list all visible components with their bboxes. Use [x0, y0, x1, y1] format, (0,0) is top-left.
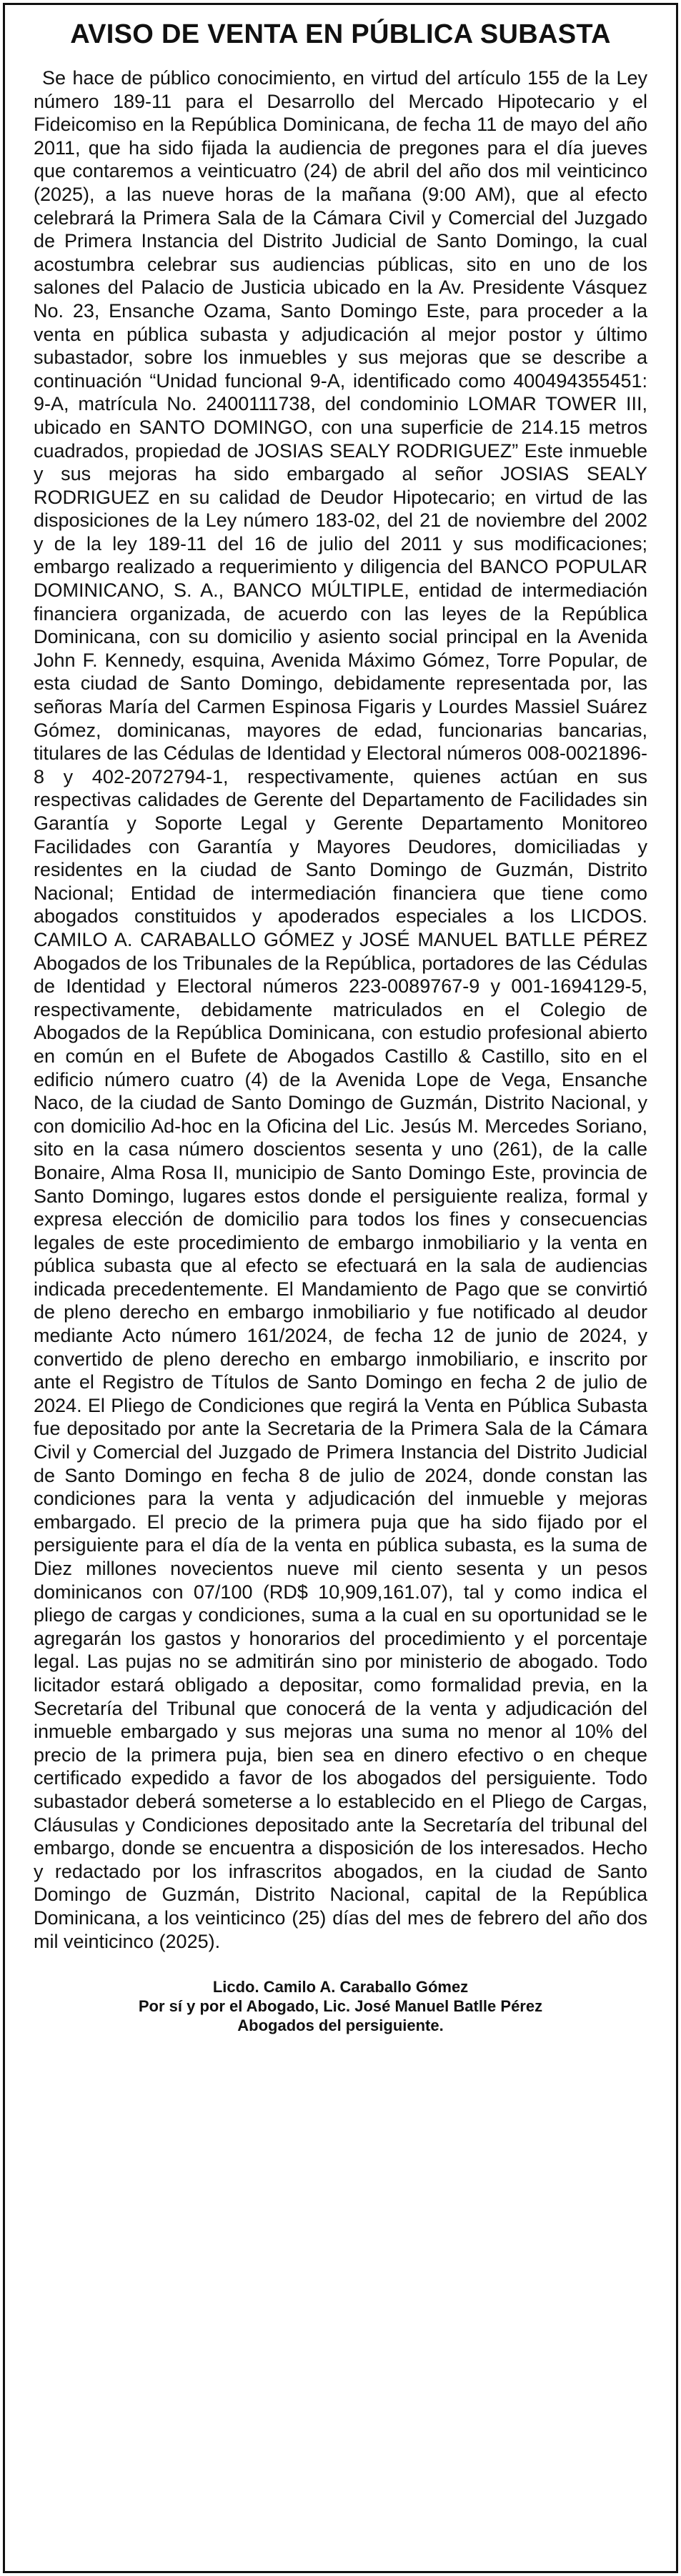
signature-block [34, 1977, 647, 2035]
signature-name: Licdo. Camilo A. Caraballo Gómez [212, 1978, 469, 1996]
legal-notice [3, 3, 678, 2573]
signature-role: Abogados del persiguiente. [237, 2016, 444, 2035]
notice-title: AVISO DE VENTA EN PÚBLICA SUBASTA [70, 19, 611, 49]
signature-on-behalf: Por sí y por el Abogado, Lic. José Manuel Batlle Pérez [138, 1997, 543, 2016]
notice-body: Se hace de público conocimiento, en virtud del artículo 155 de la Ley número 189-11 para el Desarrollo del Mercado Hipotecario y el Fideicomiso en la República Dominicana, de fecha 11 de mayo del año 2011, que ha sido fijada la audiencia de pregones para el día jueves que contaremos a veinticuatro (24) de abril del año dos mil veinticinco (2025), a las nueve horas de la mañana (9:00 AM), que al efecto celebrará la Primera Sala de la Cámara Civil y Comercial del Juzgado de Primera Instancia del Distrito Judicial de Santo Domingo, la cual acostumbra celebrar sus audiencias públicas, sito en uno de los salones del Palacio de Justicia ubicado en la Av. Presidente Vásquez No. 23, Ensanche Ozama, Santo Domingo Este, para proceder a la venta en pública subasta y adjudicación al mejor postor y último subastador, sobre los inmuebles y sus mejoras que se describe a continuación “Unidad funcional 9-A, identificado como 400494355451: 9-A, matrícula No. 2400111738, del condominio LOMAR TOWER III, ubicado en SANTO DOMINGO, con una superficie de 214.15 metros cuadrados, propiedad de JOSIAS SEALY RODRIGUEZ” Este inmueble y sus mejoras ha sido embargado al señor JOSIAS SEALY RODRIGUEZ en su calidad de Deudor Hipotecario; en virtud de las disposiciones de la Ley número 183-02, del 21 de noviembre del 2002 y de la ley 189-11 del 16 de julio del 2011 y sus modificaciones; embargo realizado a requerimiento y diligencia del BANCO POPULAR DOMINICANO, S. A., BANCO MÚLTIPLE, entidad de intermediación financiera organizada, de acuerdo con las leyes de la República Dominicana, con su domicilio y asiento social principal en la Avenida John F. Kennedy, esquina, Avenida Máximo Gómez, Torre Popular, de esta ciudad de Santo Domingo, debidamente representada por, las señoras María del Carmen Espinosa Figaris y Lourdes Massiel Suárez Gómez, dominicanas, mayores de edad, funcionarias bancarias, titulares de las Cédulas de Identidad y Electoral números 008-0021896-8 y 402-2072794-1, respectivamente, quienes actúan en sus respectivas calidades de Gerente del Departamento de Facilidades sin Garantía y Soporte Legal y Gerente Departamento Monitoreo Facilidades con Garantía y Mayores Deudores, domiciliadas y residentes en la ciudad de Santo Domingo de Guzmán, Distrito Nacional; Entidad de intermediación financiera que tiene como abogados constituidos y apoderados especiales a los LICDOS. CAMILO A. CARABALLO GÓMEZ y JOSÉ MANUEL BATLLE PÉREZ Abogados de los Tribunales de la República, portadores de las Cédulas de Identidad y Electoral números 223-0089767-9 y 001-1694129-5, respectivamente, debidamente matriculados en el Colegio de Abogados de la República Dominicana, con estudio profesional abierto en común en el Bufete de Abogados Castillo & Castillo, sito en el edificio número cuatro (4) de la Avenida Lope de Vega, Ensanche Naco, de la ciudad de Santo Domingo de Guzmán, Distrito Nacional, y con domicilio Ad-hoc en la Oficina del Lic. Jesús M. Mercedes Soriano, sito en la casa número doscientos sesenta y uno (261), de la calle Bonaire, Alma Rosa II, municipio de Santo Domingo Este, provincia de Santo Domingo, lugares estos donde el persiguiente realiza, formal y expresa elección de domicilio para todos los fines y consecuencias legales de este procedimiento de embargo inmobiliario y la venta en pública subasta que al efecto se efectuará en la sala de audiencias indicada precedentemente. El Mandamiento de Pago que se convirtió de pleno derecho en embargo inmobiliario y fue notificado al deudor mediante Acto número 161/2024, de fecha 12 de junio de 2024, y convertido de pleno derecho en embargo inmobiliario, e inscrito por ante el Registro de Títulos de Santo Domingo en fecha 2 de julio de 2024. El Pliego de Condiciones que regirá la Venta en Pública Subasta fue depositado por ante la Secretaria de la Primera Sala de la Cámara Civil y Comercial del Juzgado de Primera Instancia del Distrito Judicial de Santo Domingo en fecha 8 de julio de 2024, donde constan las condiciones para la venta y adjudicación del inmueble y mejoras embargado. El precio de la primera puja que ha sido fijado por el persiguiente para el día de la venta en pública subasta, es la suma de Diez millones novecientos nueve mil ciento sesenta y un pesos dominicanos con 07/100 (RD$ 10,909,161.07), tal y como indica el pliego de cargas y condiciones, suma a la cual en su oportunidad se le agregarán los gastos y honorarios del procedimiento y el porcentaje legal. Las pujas no se admitirán sino por ministerio de abogado. Todo licitador estará obligado a depositar, como formalidad previa, en la Secretaría del Tribunal que conocerá de la venta y adjudicación del inmueble embargado y sus mejoras una suma no menor al 10% del precio de la primera puja, bien sea en dinero efectivo o en cheque certificado expedido a favor de los abogados del persiguiente. Todo subastador deberá someterse a lo establecido en el Pliego de Cargas, Cláusulas y Condiciones depositado ante la Secretaría del tribunal del embargo, donde se encuentra a disposición de los interesados. Hecho y redactado por los infrascritos abogados, en la ciudad de Santo Domingo de Guzmán, Distrito Nacional, capital de la República Dominicana, a los veinticinco (25) días del mes de febrero del año dos mil veinticinco (2025). [34, 67, 647, 1952]
